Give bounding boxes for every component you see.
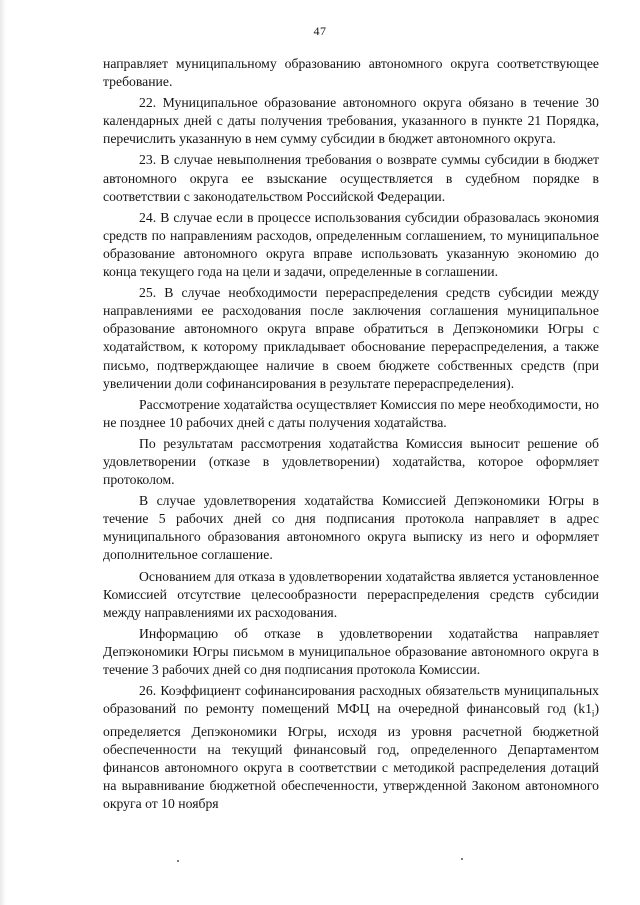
- paragraph-item-25: 25. В случае необходимости перераспределения средств субсидии между направлениями ее расходования после заключения соглашения муниципальное образование автономного округа вправе обратиться в Депэкономики Югры с ходатайством, к которому прикладывает обоснование перераспределения, а также письмо, подтверждающее наличие в своем бюджете собственных средств (при увеличении доли софинансирования в результате перераспределения).: [103, 285, 599, 391]
- paragraph-item-26: 26. Коэффициент софинансирования расходных обязательств муниципальных образований по ремонту помещений МФЦ на очередной финансовый год $(k1_i)$ определяется Депэкономики Югры, исходя из уровня расчетной бюджетной обеспеченности на текущий финансовый год, определенного Департаментом финансов автономного округа в соответствии с методикой распределения дотаций на выравнивание бюджетной обеспеченности, утвержденной Законом автономного округа от 10 ноября: [103, 683, 599, 812]
- document-body: [103, 55, 599, 816]
- scan-speck: [461, 858, 463, 860]
- scan-binding-edge: [0, 0, 6, 905]
- paragraph-refusal-grounds: Основанием для отказа в удовлетворении ходатайства является установленное Комиссией отсутствие целесообразности перераспределения средств субсидии между направлениями их расходования.: [103, 568, 599, 620]
- page-number: 47: [313, 24, 327, 38]
- paragraph-refusal-notice: Информацию об отказе в удовлетворении ходатайства направляет Депэкономики Югры письмом в муниципальное образование автономного округа в течение 3 рабочих дней со дня подписания протокола Комиссии.: [103, 625, 599, 677]
- paragraph-approval: В случае удовлетворения ходатайства Комиссией Депэкономики Югры в течение 5 рабочих дней со дня подписания протокола направляет в адрес муниципального образования автономного округа выписку из него и оформляет дополнительное соглашение.: [103, 493, 599, 563]
- subscript-index: i: [591, 708, 595, 719]
- paragraph-item-23: 23. В случае невыполнения требования о возврате суммы субсидии в бюджет автономного округа ее взыскание осуществляется в судебном порядке в соответствии с законодательством Российской Федерации.: [103, 152, 599, 204]
- paragraph-decision: По результатам рассмотрения ходатайства Комиссия выносит решение об удовлетворении (отказе в удовлетворении) ходатайства, которое оформляет протоколом.: [103, 435, 599, 488]
- paragraph-continuation: направляет муниципальному образованию автономного округа соответствующее требование.: [103, 56, 599, 90]
- paragraph-item-24: 24. В случае если в процессе использования субсидии образовалась экономия средств по направлениям расходов, определенным соглашением, то муниципальное образование автономного округа вправе использовать указанную экономию до конца текущего года на цели и задачи, определенные в соглашении.: [103, 209, 599, 280]
- scan-speck: [177, 860, 179, 862]
- paragraph-item-22: 22. Муниципальное образование автономного округа обязано в течение 30 календарных дней с даты получения требования, указанного в пункте 21 Порядка, перечислить указанную в нем сумму субсидии в бюджет автономного округа.: [103, 95, 599, 147]
- paragraph-review: Рассмотрение ходатайства осуществляет Комиссия по мере необходимости, но не позднее 10 рабочих дней с даты получения ходатайства.: [103, 396, 599, 430]
